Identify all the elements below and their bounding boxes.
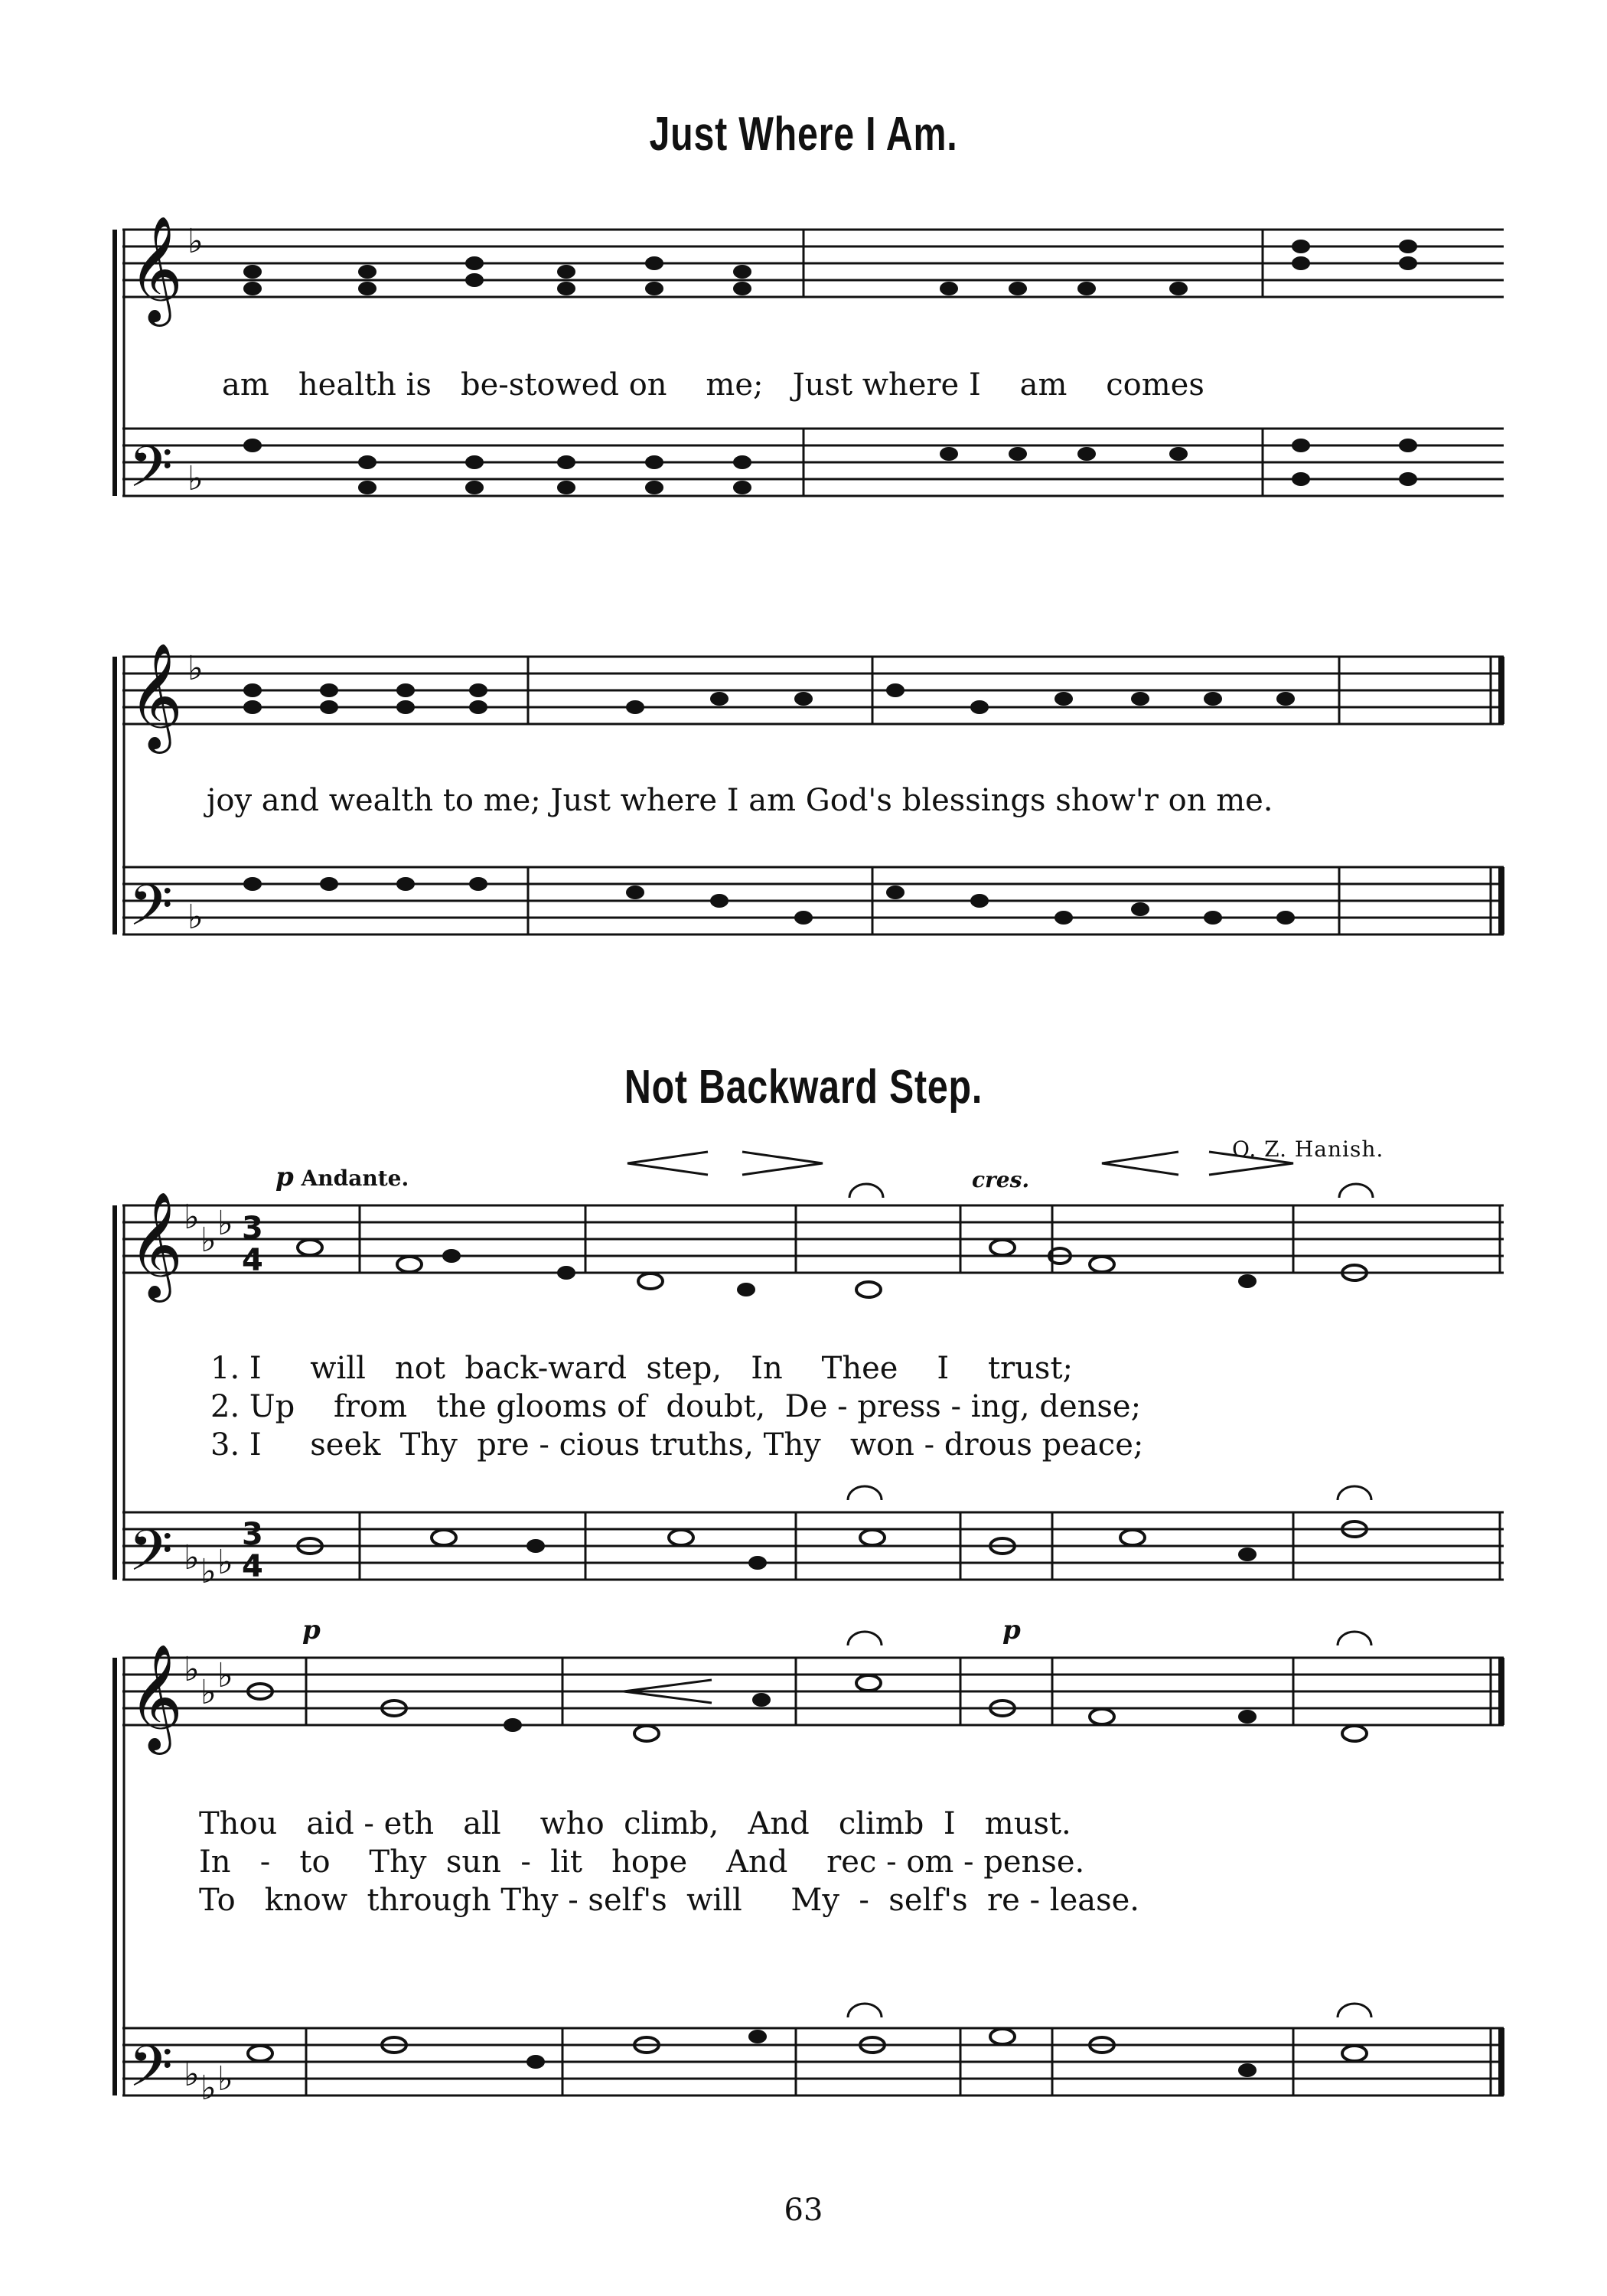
svg-text:♭: ♭ [187, 898, 204, 937]
page-number: 63 [784, 2193, 823, 2228]
dynamic-p: p [302, 1615, 321, 1645]
svg-text:4: 4 [242, 1243, 263, 1278]
verse-line: Thou aid - eth all who climb, And climb I must. [199, 1806, 1071, 1841]
svg-text:♭: ♭ [184, 1650, 200, 1689]
svg-text:♭: ♭ [187, 649, 204, 688]
verse-line: 2. Up from the glooms of doubt, De - press - ing, dense; [210, 1389, 1142, 1424]
author-credit: O. Z. Hanish. [1232, 1137, 1384, 1162]
svg-text:𝄢: 𝄢 [129, 1518, 173, 1598]
song-title: Just Where I Am. [649, 108, 958, 161]
svg-text:4: 4 [242, 1549, 263, 1584]
dynamic-p: p [275, 1162, 294, 1192]
svg-text:3: 3 [242, 1211, 263, 1246]
svg-text:♭: ♭ [187, 222, 204, 261]
cres-marking: cres. [972, 1167, 1030, 1192]
lyric-line: joy and wealth to me; Just where I am God's blessings show'r on me. [207, 783, 1273, 818]
treble-clef-icon: 𝄞 [129, 216, 183, 322]
svg-text:♭: ♭ [184, 2055, 200, 2094]
verse-line: 1. I will not back-ward step, In Thee I trust; [210, 1351, 1074, 1386]
svg-text:♭: ♭ [200, 1673, 217, 1712]
song-title: Not Backward Step. [624, 1061, 983, 1114]
svg-text:𝄞: 𝄞 [129, 643, 183, 749]
svg-text:𝄢: 𝄢 [129, 2033, 173, 2114]
svg-text:3: 3 [242, 1517, 263, 1552]
svg-text:♭: ♭ [217, 1204, 233, 1243]
svg-text:♭: ♭ [217, 1543, 233, 1582]
tempo-text: Andante. [301, 1166, 409, 1191]
bass-clef-icon: 𝄢 [129, 434, 173, 514]
svg-text:♭: ♭ [184, 1538, 200, 1577]
svg-text:♭: ♭ [200, 1552, 217, 1591]
verse-line: To know through Thy - self's will My - self's re - lease. [199, 1883, 1140, 1918]
svg-text:𝄢: 𝄢 [129, 872, 173, 953]
dynamic-p: p [1002, 1615, 1021, 1645]
svg-text:𝄞: 𝄞 [129, 1192, 183, 1298]
tempo-marking [275, 1162, 409, 1192]
svg-text:♭: ♭ [200, 2069, 217, 2108]
svg-text:♭: ♭ [184, 1198, 200, 1237]
svg-text:♭: ♭ [200, 1221, 217, 1260]
verse-line: In - to Thy sun - lit hope And rec - om - pense. [199, 1844, 1085, 1880]
lyric-line: am health is be-stowed on me; Just where I am comes [222, 367, 1204, 403]
svg-text:♭: ♭ [217, 1656, 233, 1695]
svg-text:𝄞: 𝄞 [129, 1644, 183, 1750]
svg-text:♭: ♭ [187, 459, 204, 498]
verse-line: 3. I seek Thy pre - cious truths, Thy won - drous peace; [210, 1427, 1144, 1463]
svg-text:♭: ♭ [217, 2060, 233, 2099]
